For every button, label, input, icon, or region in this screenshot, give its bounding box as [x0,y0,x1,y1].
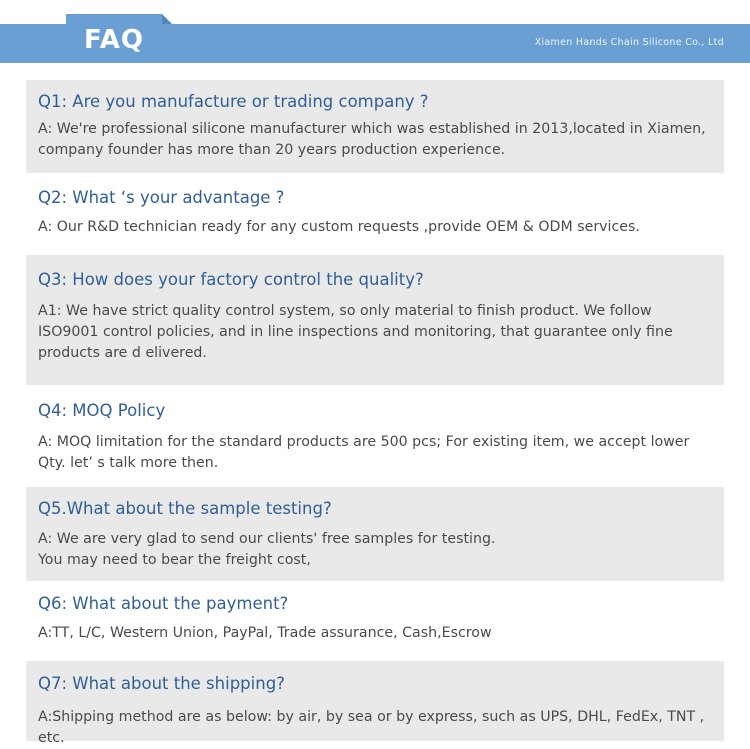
faq-answer-5-line-2: You may need to bear the freight cost, [38,552,311,568]
faq-item-6 [26,583,724,657]
faq-item-3 [26,255,724,385]
faq-answer-5-line-1: A: We are very glad to send our clients' free samples for testing. [38,531,496,547]
faq-question-3: Q3: How does your factory control the quality? [38,270,424,289]
faq-question-5: Q5.What about the sample testing? [38,499,332,518]
faq-question-4: Q4: MOQ Policy [38,401,166,420]
faq-answer-4: A: MOQ limitation for the standard products are 500 pcs; For existing item, we accept lower Qty. let’ s talk more then. [38,434,690,471]
faq-answer-6: A:TT, L/C, Western Union, PayPal, Trade assurance, Cash,Escrow [38,625,492,641]
faq-question-1: Q1: Are you manufacture or trading company ? [38,92,429,111]
faq-item-4 [26,389,724,485]
faq-item-2 [26,176,724,252]
faq-item-1 [26,80,724,173]
company-name: Xiamen Hands Chain Silicone Co., Ltd [534,37,724,48]
faq-question-6: Q6: What about the payment? [38,594,289,613]
faq-answer-7: A:Shipping method are as below: by air, by sea or by express, such as UPS, DHL, FedEx, TNT , etc. [38,709,705,746]
page-title: FAQ [84,25,145,55]
faq-answer-1: A: We're professional silicone manufacturer which was established in 2013,located in Xiamen, company founder has more than 20 years production experience. [38,121,706,158]
faq-answer-2: A: Our R&D technician ready for any custom requests ,provide OEM & ODM services. [38,219,640,235]
faq-header [0,0,750,64]
faq-question-2: Q2: What ‘s your advantage ? [38,188,285,207]
faq-question-7: Q7: What about the shipping? [38,674,285,693]
faq-item-7 [26,661,724,746]
header-tab-fold [162,14,172,24]
faq-answer-3: A1: We have strict quality control system, so only material to finish product. We follow ISO9001 control policies, and in line inspections and monitoring, that guarantee only fine products are d elivered. [38,303,673,361]
faq-answer-5 [38,529,714,571]
faq-item-5 [26,487,724,581]
